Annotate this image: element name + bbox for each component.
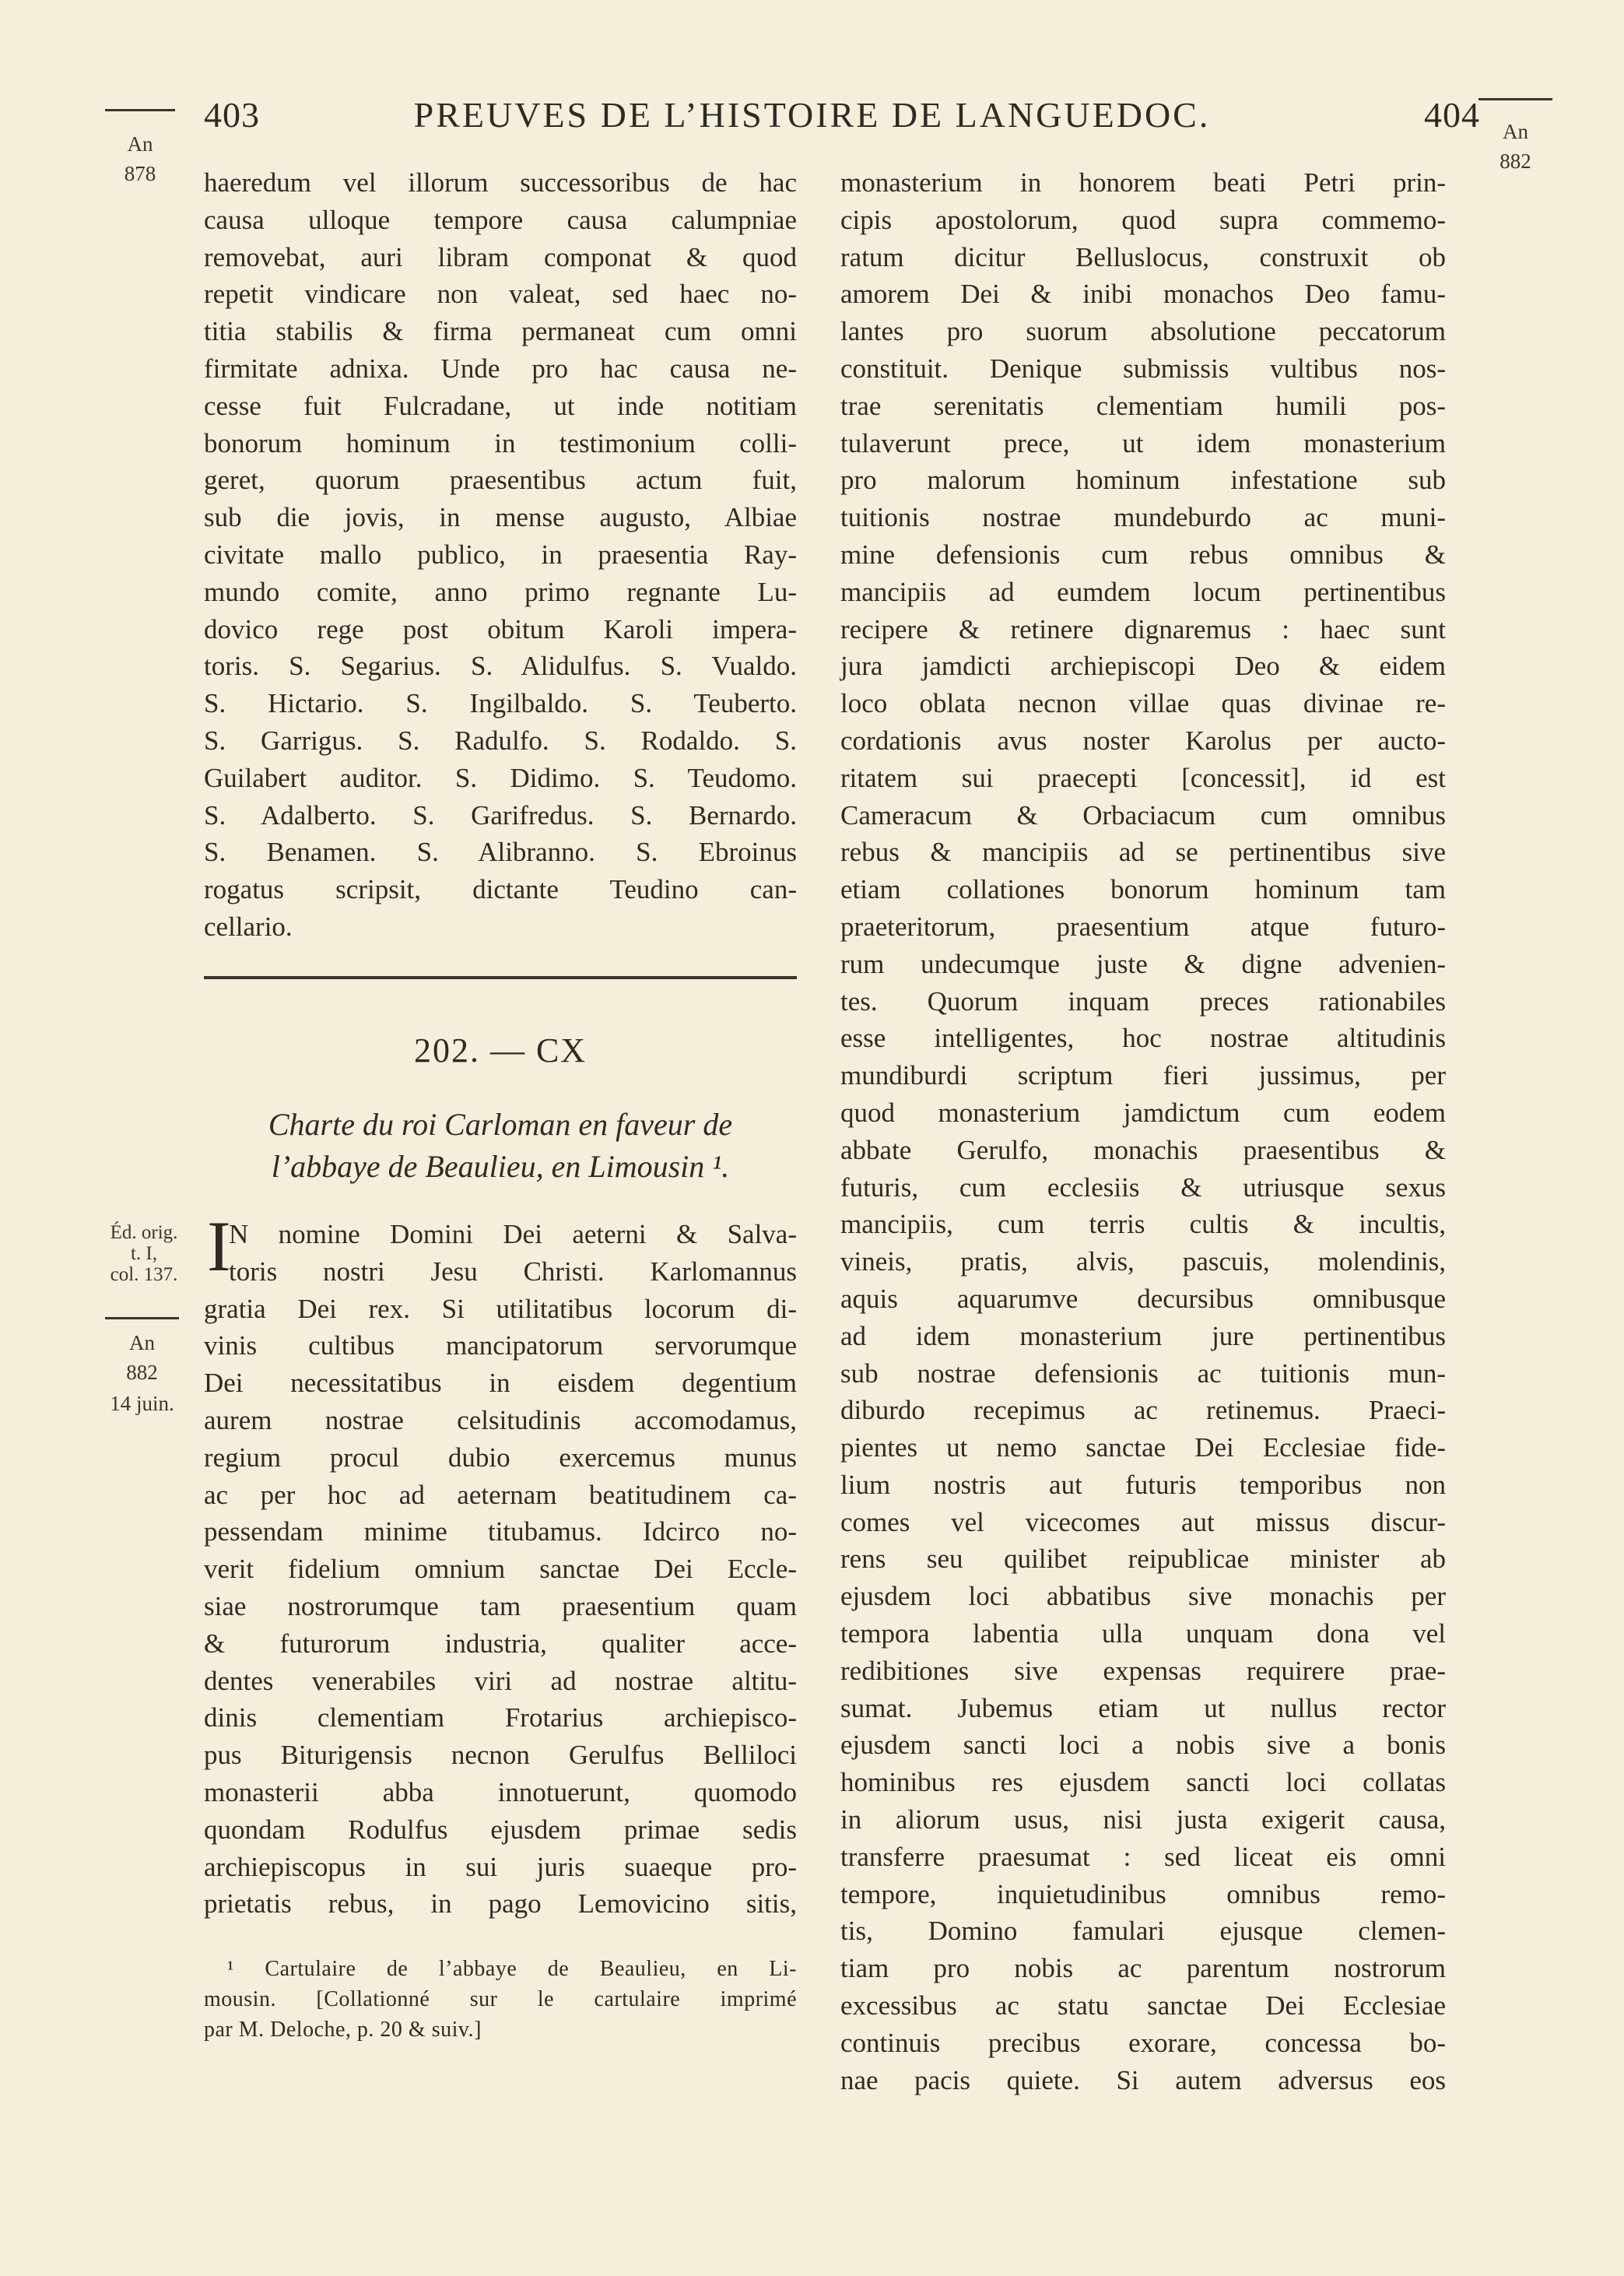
text-line: ac per hoc ad aeternam beatitudinem ca-	[204, 1479, 797, 1510]
text-line: constituit. Denique submissis vultibus nos-	[840, 353, 1446, 384]
text-line: rum undecumque juste & digne advenien-	[840, 948, 1446, 979]
text-line: tulaverunt prece, ut idem monasterium	[840, 427, 1446, 458]
footnote-line: ¹ Cartulaire de l’abbaye de Beaulieu, en Li-	[227, 1957, 797, 1981]
text-line: ritatem sui praecepti [concessit], id est	[840, 762, 1446, 793]
footnote-line: mousin. [Collationné sur le cartulaire imprimé	[204, 1987, 797, 2011]
text-line: tes. Quorum inquam preces rationabiles	[840, 985, 1446, 1017]
text-line: S. Garrigus. S. Radulfo. S. Rodaldo. S.	[204, 725, 797, 756]
page-number-left: 403	[204, 95, 260, 135]
text-line: verit fidelium omnium sanctae Dei Eccle-	[204, 1554, 797, 1585]
text-line: excessibus ac statu sanctae Dei Ecclesiae	[840, 1990, 1446, 2021]
text-line: continuis precibus exorare, concessa bo-	[840, 2027, 1446, 2058]
text-line: S. Hictario. S. Ingilbaldo. S. Teuberto.	[204, 688, 797, 719]
margin-year-value: 878	[124, 162, 156, 185]
text-line: tempore, inquietudinibus omnibus remo-	[840, 1878, 1446, 1909]
text-line: pientes ut nemo sanctae Dei Ecclesiae fide-	[840, 1432, 1446, 1463]
text-line: dinis clementiam Frotarius archiepisco-	[204, 1702, 797, 1733]
text-line: aquis aquarumve decursibus omnibusque	[840, 1283, 1446, 1314]
text-line: cellario.	[204, 911, 293, 942]
text-line: sub die jovis, in mense augusto, Albiae	[204, 502, 797, 533]
right-column-text	[840, 164, 1446, 2099]
text-line: hominibus res ejusdem sancti loci collatas	[840, 1767, 1446, 1798]
text-line: lium nostris aut futuris temporibus non	[840, 1469, 1446, 1500]
text-line: rebus & mancipiis ad se pertinentibus sive	[840, 837, 1446, 868]
text-line: etiam collationes bonorum hominum tam	[840, 874, 1446, 905]
text-line: sub nostrae defensionis ac tuitionis mun-	[840, 1358, 1446, 1389]
text-line: cordationis avus noster Karolus per aucto-	[840, 725, 1446, 756]
text-line: vineis, pratis, alvis, pascuis, molendinis,	[840, 1246, 1446, 1277]
text-line: mine defensionis cum rebus omnibus &	[840, 539, 1446, 570]
text-line: siae nostrorumque tam praesentium quam	[204, 1590, 797, 1621]
text-line: pessendam minime titubamus. Idcirco no-	[204, 1516, 797, 1547]
text-line: vinis cultibus mancipatorum servorumque	[204, 1330, 797, 1361]
text-line: futuris, cum ecclesiis & utriusque sexus	[840, 1171, 1446, 1203]
text-line: ratum dicitur Belluslocus, construxit ob	[840, 241, 1446, 272]
text-line: causa ulloque tempore causa calumpniae	[204, 204, 797, 235]
footnote-line: par M. Deloche, p. 20 & suiv.]	[204, 2018, 482, 2042]
text-line: regium procul dubio exercemus munus	[204, 1442, 797, 1473]
text-line: S. Benamen. S. Alibranno. S. Ebroinus	[204, 837, 797, 868]
margin-edition-reference	[101, 1222, 187, 1285]
text-line: S. Adalberto. S. Garifredus. S. Bernardo.	[204, 799, 797, 831]
text-line: nae pacis quiete. Si autem adversus eos	[840, 2064, 1446, 2095]
text-line: repetit vindicare non valeat, sed haec no-	[204, 279, 797, 310]
text-line: & futurorum industria, qualiter acce-	[204, 1628, 797, 1659]
margin-an-label: An	[1503, 120, 1528, 143]
text-line: prietatis rebus, in pago Lemovicino sitis,	[204, 1888, 797, 1919]
text-line: mundo comite, anno primo regnante Lu-	[204, 576, 797, 607]
text-line: rogatus scripsit, dictante Teudino can-	[204, 874, 797, 905]
text-line: monasterii abba innotuerunt, quomodo	[204, 1776, 797, 1807]
text-line: in aliorum usus, nisi justa exigerit causa,	[840, 1804, 1446, 1835]
text-line: firmitate adnixa. Unde pro hac causa ne-	[204, 353, 797, 384]
text-line: tuitionis nostrae mundeburdo ac muni-	[840, 502, 1446, 533]
text-line: sumat. Jubemus etiam ut nullus rector	[840, 1692, 1446, 1723]
text-line: praeteritorum, praesentium atque futuro-	[840, 911, 1446, 942]
text-line: quondam Rodulfus ejusdem primae sedis	[204, 1814, 797, 1845]
text-line: ad idem monasterium jure pertinentibus	[840, 1320, 1446, 1351]
text-line: haeredum vel illorum successoribus de hac	[204, 167, 797, 198]
text-line: esse intelligentes, hoc nostrae altitudinis	[840, 1023, 1446, 1054]
text-line: ejusdem loci abbatibus sive monachis per	[840, 1581, 1446, 1612]
text-line: archiepiscopus in sui juris suaeque pro-	[204, 1851, 797, 1882]
page-number-right: 404	[1424, 95, 1480, 135]
text-line: N nomine Domini Dei aeterni & Salva-	[229, 1219, 797, 1249]
text-line: toris. S. Segarius. S. Alidulfus. S. Vualdo.	[204, 651, 797, 682]
section-divider	[204, 976, 797, 979]
text-line: civitate mallo publico, in praesentia Ray-	[204, 539, 797, 570]
text-line: mancipiis, cum terris cultis & incultis,	[840, 1209, 1446, 1240]
text-line: transferre praesumat : sed liceat eis omni	[840, 1841, 1446, 1872]
text-line: Dei necessitatibus in eisdem degentium	[204, 1368, 797, 1399]
document-number: 202. — CX	[413, 1031, 588, 1070]
text-line: Cameracum & Orbaciacum cum omnibus	[840, 799, 1446, 831]
text-line: pus Biturigensis necnon Gerulfus Belliloci	[204, 1740, 797, 1771]
text-line: pro malorum hominum infestatione sub	[840, 465, 1446, 496]
text-line: loco oblata necnon villae quas divinae re-	[840, 688, 1446, 719]
document-title-line: Charte du roi Carloman en faveur de	[268, 1107, 733, 1142]
edition-tome: t. I,	[130, 1243, 158, 1264]
text-line: geret, quorum praesentibus actum fuit,	[204, 465, 797, 496]
text-line: gratia Dei rex. Si utilitatibus locorum di-	[204, 1293, 797, 1324]
text-line: recipere & retinere dignaremus : haec sunt	[840, 613, 1446, 645]
drop-cap: I	[207, 1206, 231, 1286]
text-line: tiam pro nobis ac parentum nostrorum	[840, 1953, 1446, 1984]
document-title-line: l’abbaye de Beaulieu, en Limousin ¹.	[271, 1149, 730, 1184]
margin-rule-mid	[105, 1317, 179, 1319]
margin-year-left-mid	[109, 1329, 175, 1417]
text-line: toris nostri Jesu Christi. Karlomannus	[229, 1256, 797, 1287]
edition-label: Éd. orig.	[110, 1222, 178, 1243]
text-line: titia stabilis & firma permaneat cum omni	[204, 316, 797, 347]
edition-column: col. 137.	[110, 1264, 178, 1285]
left-column-charter-text	[204, 1216, 797, 1923]
text-line: diburdo recepimus ac retinemus. Praeci-	[840, 1395, 1446, 1426]
text-line: mancipiis ad eumdem locum pertinentibus	[840, 576, 1446, 607]
text-line: ejusdem sancti loci a nobis sive a bonis	[840, 1730, 1446, 1761]
text-line: jura jamdicti archiepiscopi Deo & eidem	[840, 651, 1446, 682]
text-line: redibitiones sive expensas requirere prae-	[840, 1655, 1446, 1686]
margin-year-left-top	[109, 131, 171, 187]
text-line: abbate Gerulfo, monachis praesentibus &	[840, 1134, 1446, 1165]
text-line: aurem nostrae celsitudinis accomodamus,	[204, 1404, 797, 1435]
text-line: cesse fuit Fulcradane, ut inde notitiam	[204, 390, 797, 421]
footnote	[204, 1954, 797, 2045]
text-line: cipis apostolorum, quod supra commemo-	[840, 204, 1446, 235]
margin-an-label: An	[129, 1331, 155, 1354]
text-line: monasterium in honorem beati Petri prin-	[840, 167, 1446, 198]
text-line: rens seu quilibet reipublicae minister ab	[840, 1544, 1446, 1575]
text-line: trae serenitatis clementiam humili pos-	[840, 390, 1446, 421]
margin-year-value: 882	[126, 1361, 158, 1384]
text-line: dentes venerabiles viri ad nostrae altitu-	[204, 1665, 797, 1696]
text-line: tis, Domino famulari ejusque clemen-	[840, 1916, 1446, 1947]
text-line: bonorum hominum in testimonium colli-	[204, 427, 797, 458]
margin-an-label: An	[127, 132, 153, 156]
margin-date-value: 14 juin.	[110, 1392, 174, 1415]
text-line: Guilabert auditor. S. Didimo. S. Teudomo.	[204, 762, 797, 793]
document-title	[204, 1104, 797, 1188]
text-line: tempora labentia ulla unquam dona vel	[840, 1618, 1446, 1649]
left-column-top-text	[204, 164, 797, 946]
text-line: mundiburdi scriptum fieri jussimus, per	[840, 1060, 1446, 1091]
text-line: dovico rege post obitum Karoli impera-	[204, 613, 797, 645]
text-line: comes vel vicecomes aut missus discur-	[840, 1506, 1446, 1537]
running-title: PREUVES DE L’HISTOIRE DE LANGUEDOC.	[413, 95, 1211, 135]
text-line: removebat, auri libram componat & quod	[204, 241, 797, 272]
margin-year-value: 882	[1499, 149, 1531, 173]
text-line: quod monasterium jamdictum cum eodem	[840, 1097, 1446, 1128]
text-line: lantes pro suorum absolutione peccatorum	[840, 316, 1446, 347]
margin-year-right-top	[1482, 118, 1549, 174]
text-line: amorem Dei & inibi monachos Deo famu-	[840, 279, 1446, 310]
